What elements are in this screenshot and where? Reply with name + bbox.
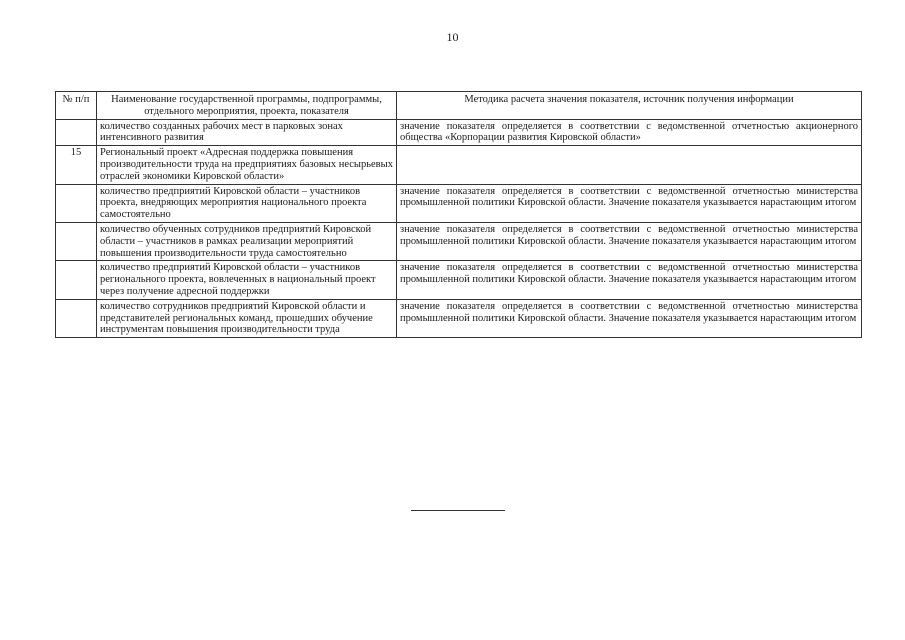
- indicator-table: [55, 91, 862, 338]
- row-num: [56, 184, 97, 222]
- page-number: 10: [446, 30, 459, 44]
- table-row: [56, 119, 862, 146]
- row-method: значение показателя определяется в соответствии с ведомственной отчетностью акционерного общества «Корпорации развития Кировской области»: [397, 119, 862, 146]
- table-row: [56, 222, 862, 260]
- row-name: количество сотрудников предприятий Кировской области и представителей региональных команд, прошедших обучение инструментам повышения производительности труда: [97, 299, 397, 337]
- row-method: значение показателя определяется в соответствии с ведомственной отчетностью министерства промышленной политики Кировской области. Значение показателя указывается нарастающим итогом: [397, 261, 862, 299]
- row-name: Региональный проект «Адресная поддержка повышения производительности труда на предприятиях базовых несырьевых отраслей экономики Кировской области»: [97, 146, 397, 184]
- header-num: № п/п: [56, 92, 97, 120]
- header-name: Наименование государственной программы, подпрограммы, отдельного мероприятия, проекта, показателя: [97, 92, 397, 120]
- table-row: [56, 184, 862, 222]
- table-row: [56, 146, 862, 184]
- table-row: [56, 261, 862, 299]
- end-divider: [411, 510, 505, 511]
- row-method: значение показателя определяется в соответствии с ведомственной отчетностью министерства промышленной политики Кировской области. Значение показателя указывается нарастающим итогом: [397, 222, 862, 260]
- row-num: [56, 119, 97, 146]
- row-method: значение показателя определяется в соответствии с ведомственной отчетностью министерства промышленной политики Кировской области. Значение показателя указывается нарастающим итогом: [397, 299, 862, 337]
- header-method: Методика расчета значения показателя, источник получения информации: [397, 92, 862, 120]
- row-num: [56, 222, 97, 260]
- table-header-row: [56, 92, 862, 120]
- row-name: количество предприятий Кировской области – участников проекта, внедряющих мероприятия национального проекта самостоятельно: [97, 184, 397, 222]
- row-method: значение показателя определяется в соответствии с ведомственной отчетностью министерства промышленной политики Кировской области. Значение показателя указывается нарастающим итогом: [397, 184, 862, 222]
- table-row: [56, 299, 862, 337]
- row-num: 15: [56, 146, 97, 184]
- row-num: [56, 299, 97, 337]
- row-name: количество предприятий Кировской области – участников регионального проекта, вовлеченных в национальный проект через получение адресной поддержки: [97, 261, 397, 299]
- row-method: [397, 146, 862, 184]
- row-num: [56, 261, 97, 299]
- row-name: количество обученных сотрудников предприятий Кировской области – участников в рамках реализации мероприятий повышения производительности труда самостоятельно: [97, 222, 397, 260]
- row-name: количество созданных рабочих мест в парковых зонах интенсивного развития: [97, 119, 397, 146]
